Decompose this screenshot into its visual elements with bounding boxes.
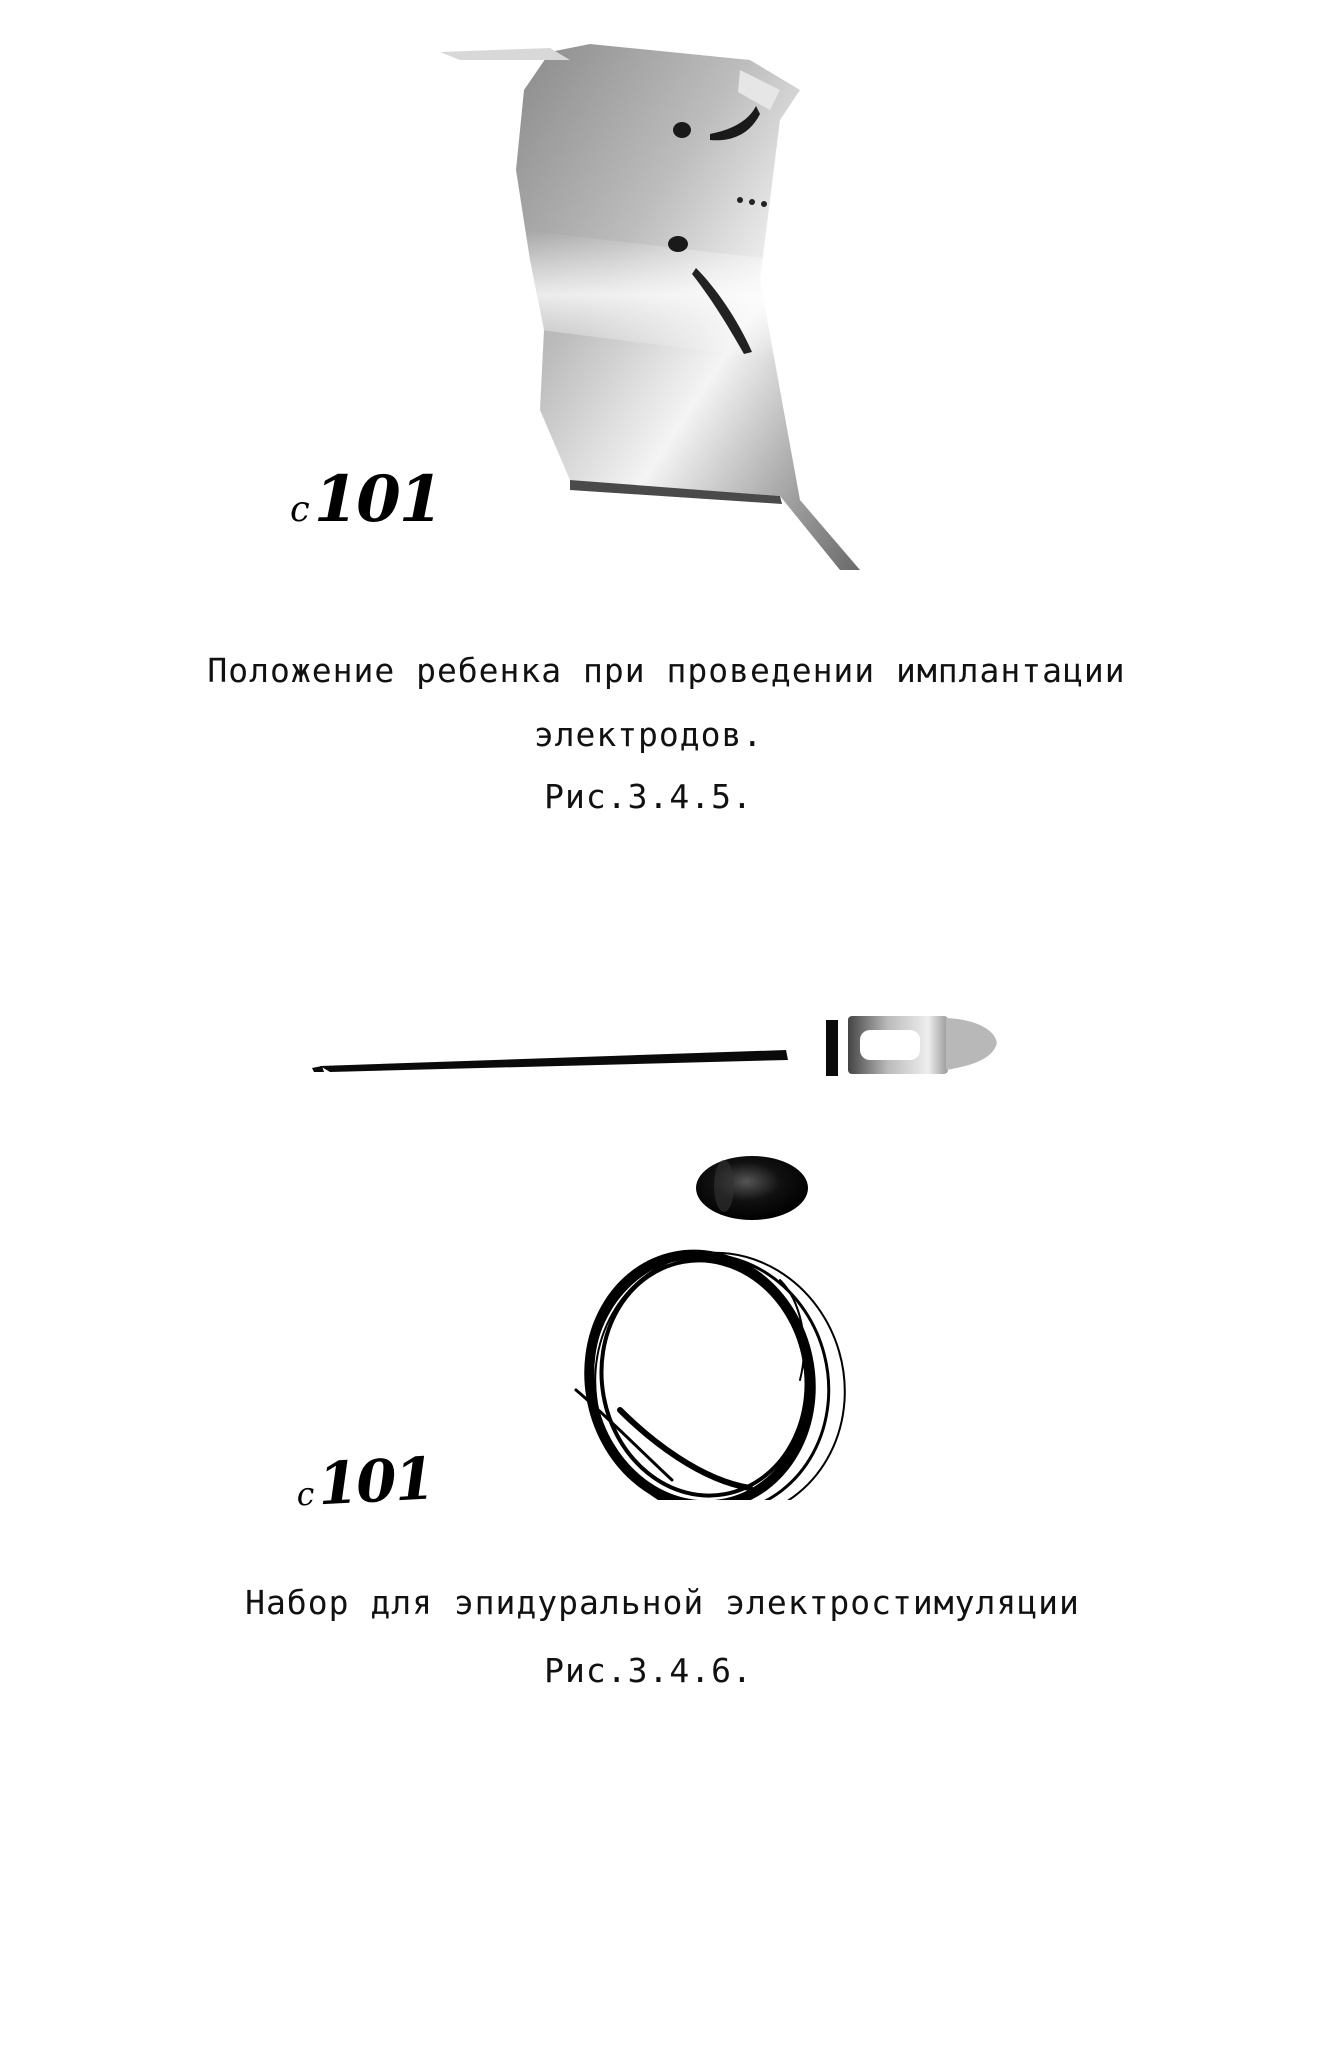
figure-1-number: Рис.3.4.5. <box>544 777 753 816</box>
stimulation-kit-image <box>300 980 1060 1500</box>
coiled-electrode <box>564 1223 876 1500</box>
child-position-image <box>420 30 980 570</box>
figure-2-photo <box>300 980 1060 1500</box>
handwritten-mark-prefix: c <box>295 1474 314 1514</box>
figure-2-number: Рис.3.4.6. <box>544 1651 753 1690</box>
figure-1-caption-line-2: электродов. <box>533 715 764 754</box>
needle-cap <box>696 1156 808 1220</box>
handwritten-page-mark-2 <box>294 1444 434 1519</box>
handwritten-mark-number: 101 <box>313 462 442 537</box>
handwritten-mark-prefix: c <box>290 489 308 530</box>
needle-shaft <box>320 1050 788 1072</box>
figure-2-caption-line-1: Набор для эпидуральной электростимуляции <box>245 1583 1080 1622</box>
figure-1-photo <box>420 30 980 570</box>
handwritten-page-mark-1 <box>290 462 441 537</box>
handwritten-mark-number: 101 <box>316 1444 435 1519</box>
figure-1-caption-line-1: Положение ребенка при проведении имплантации <box>207 651 1126 690</box>
